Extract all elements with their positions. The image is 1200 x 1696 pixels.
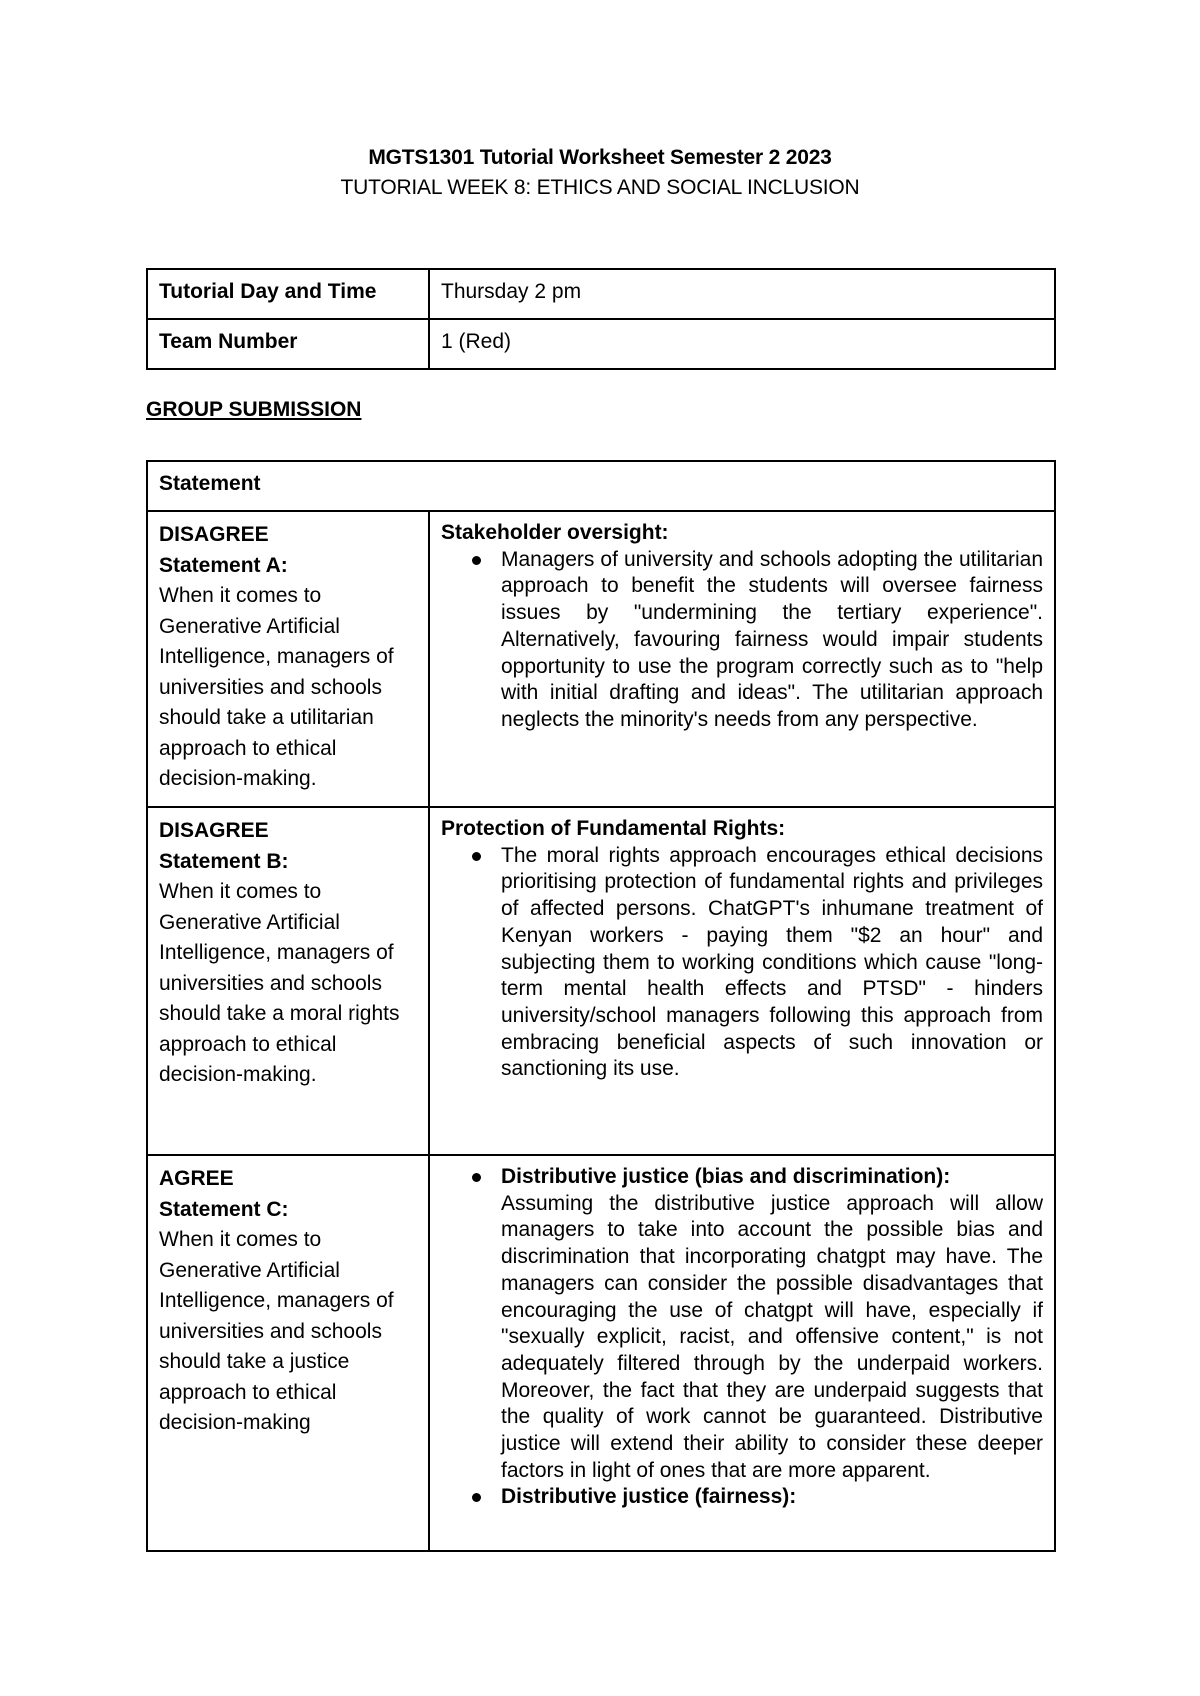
stance-label: DISAGREE — [159, 819, 269, 842]
bullet-text: The moral rights approach encourages ethical decisions prioritising protection of fundamental rights and privileges of affected persons. ChatGPT's inhumane treatment of Kenyan workers - paying them "$2 an hour" and subjecting them to working conditions which cause "long-term mental health effects and PTSD" - hinders university/school managers following this approach from embracing beneficial aspects of such innovation or sanctioning its use. — [501, 843, 1043, 1081]
statement-text: When it comes to Generative Artificial Intelligence, managers of universities and schools should take a justice approach to ethical decision-making — [159, 1228, 394, 1434]
statements-table — [146, 460, 1056, 1552]
statement-label: Statement B: — [159, 849, 289, 873]
info-label: Team Number — [147, 319, 429, 369]
list-item — [501, 547, 1043, 734]
table-row — [147, 1155, 1055, 1551]
statement-cell — [147, 511, 429, 807]
list-item — [501, 1484, 1043, 1511]
list-item — [501, 843, 1043, 1083]
statement-cell — [147, 807, 429, 1155]
bullet-heading: Distributive justice (bias and discrimination): — [501, 1165, 951, 1188]
response-list — [441, 1164, 1043, 1511]
statement-text: When it comes to Generative Artificial Intelligence, managers of universities and schools should take a utilitarian approach to ethical decision-making. — [159, 584, 394, 790]
table-header-row — [147, 461, 1055, 511]
stance-label: AGREE — [159, 1167, 234, 1190]
table-row — [147, 511, 1055, 807]
section-heading: GROUP SUBMISSION — [146, 398, 362, 421]
response-cell — [429, 511, 1055, 807]
bullet-heading: Distributive justice (fairness): — [501, 1485, 797, 1509]
response-cell — [429, 1155, 1055, 1551]
table-header: Statement — [147, 461, 1055, 511]
statement-label: Statement C: — [159, 1197, 289, 1221]
info-row-day-time — [147, 269, 1055, 319]
response-list — [441, 843, 1043, 1083]
info-value: Thursday 2 pm — [429, 269, 1055, 319]
bullet-text: Managers of university and schools adopting the utilitarian approach to benefit the students will oversee fairness issues by "undermining the tertiary experience". Alternatively, favouring fairness would impair students opportunity to use the program correctly such as to "help with initial drafting and ideas". The utilitarian approach neglects the minority's needs from any perspective. — [501, 547, 1043, 731]
table-row — [147, 807, 1055, 1155]
info-row-team-number — [147, 319, 1055, 369]
response-list — [441, 547, 1043, 734]
bullet-text: Assuming the distributive justice approach will allow managers to take into account the possible bias and discrimination that incorporating chatgpt may have. The managers can consider the possible disadvantages that encouraging the use of chatgpt will have, especially if "sexually explicit, racist, and offensive content," is not adequately filtered through by the underpaid workers. Moreover, the fact that they are underpaid suggests that the quality of work cannot be guaranteed. Distributive justice will extend their ability to consider these deeper factors in light of ones that are more apparent. — [501, 1191, 1043, 1482]
statement-text: When it comes to Generative Artificial Intelligence, managers of universities and schools should take a moral rights approach to ethical decision-making. — [159, 880, 400, 1086]
info-value: 1 (Red) — [429, 319, 1055, 369]
response-cell — [429, 807, 1055, 1155]
info-label: Tutorial Day and Time — [147, 269, 429, 319]
document-title: MGTS1301 Tutorial Worksheet Semester 2 2023 — [368, 146, 832, 169]
list-item — [501, 1164, 1043, 1484]
statement-label: Statement A: — [159, 553, 288, 577]
stance-label: DISAGREE — [159, 523, 269, 546]
document-subtitle: TUTORIAL WEEK 8: ETHICS AND SOCIAL INCLUSION — [340, 176, 860, 199]
response-heading: Protection of Fundamental Rights: — [441, 817, 786, 840]
response-heading: Stakeholder oversight: — [441, 521, 669, 544]
info-table — [146, 268, 1056, 370]
statement-cell — [147, 1155, 429, 1551]
